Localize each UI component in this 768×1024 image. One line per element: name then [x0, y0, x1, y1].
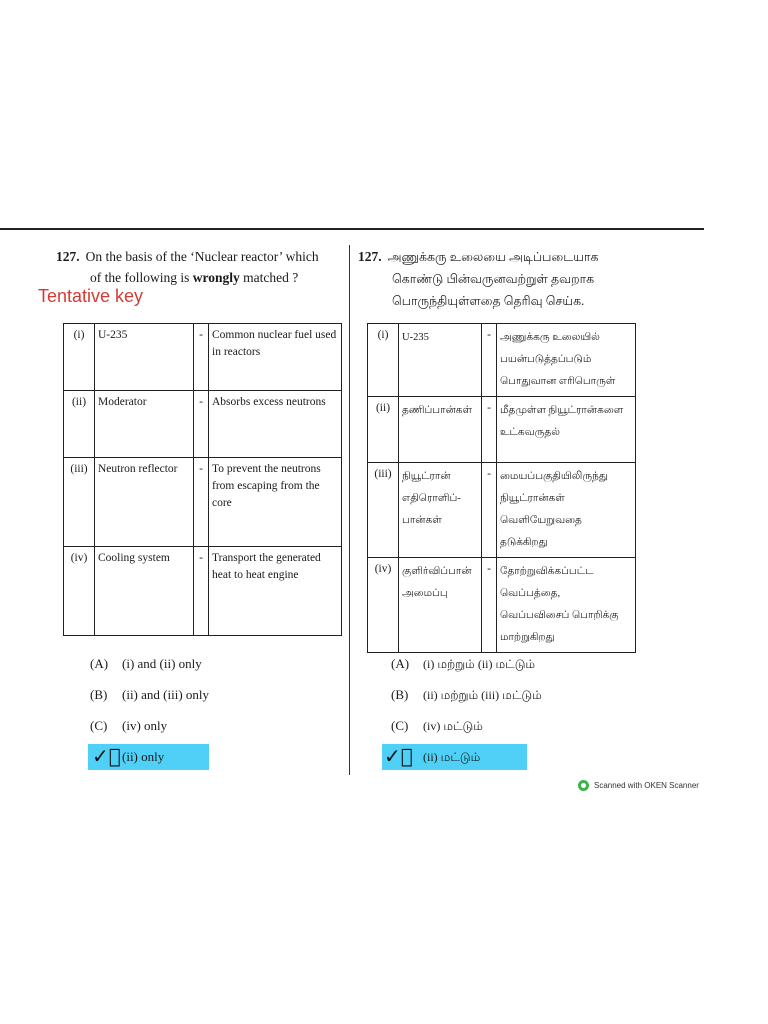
- option-text: (i) மற்றும் (ii) மட்டும்: [423, 657, 536, 671]
- row-numeral: (iv): [368, 558, 399, 653]
- scanner-watermark: [578, 780, 699, 791]
- table-row: [64, 458, 342, 547]
- option-label: (A): [90, 656, 109, 671]
- checkmark-icon: ✓⃝: [92, 744, 121, 768]
- row-numeral: (i): [368, 324, 399, 397]
- question-english: [56, 246, 346, 288]
- row-dash: -: [482, 324, 497, 397]
- row-description: Transport the generated heat to heat engine: [209, 547, 342, 636]
- row-term: Cooling system: [95, 547, 194, 636]
- match-table-english: [63, 323, 342, 636]
- row-dash: -: [194, 324, 209, 391]
- row-description: Absorbs excess neutrons: [209, 391, 342, 458]
- option-text: (iv) only: [122, 718, 168, 733]
- row-term: Moderator: [95, 391, 194, 458]
- table-row: [368, 397, 636, 463]
- row-term: தணிப்பான்கள்: [399, 397, 482, 463]
- row-term: Neutron reflector: [95, 458, 194, 547]
- question-line-1: On the basis of the ‘Nuclear reactor’ which: [85, 249, 319, 264]
- row-dash: -: [482, 463, 497, 558]
- tentative-key-label: Tentative key: [38, 286, 144, 306]
- table-row: [64, 391, 342, 458]
- match-table-tamil: [367, 323, 636, 653]
- option-label: (B): [90, 687, 108, 702]
- table-row: [368, 463, 636, 558]
- question-tamil: [358, 246, 648, 312]
- question-number: 127.: [56, 249, 80, 264]
- row-term: U-235: [399, 324, 482, 397]
- row-dash: -: [194, 547, 209, 636]
- row-numeral: (ii): [64, 391, 95, 458]
- row-description: தோற்றுவிக்கப்பட்ட வெப்பத்தை, வெப்பவிசைப் பொறிக்கு மாற்றுகிறது: [497, 558, 636, 653]
- question-line-2: [56, 270, 298, 285]
- row-description: மீதமுள்ள நியூட்ரான்களை உட்கவருதல்: [497, 397, 636, 463]
- option-text: (ii) and (iii) only: [122, 687, 210, 702]
- option-c-tamil[interactable]: [391, 718, 483, 735]
- option-label: (C): [391, 718, 409, 733]
- row-description: Common nuclear fuel used in reactors: [209, 324, 342, 391]
- option-b[interactable]: [90, 687, 209, 703]
- row-description: அணுக்கரு உலையில் பயன்படுத்தப்படும் பொதுவான எரிபொருள்: [497, 324, 636, 397]
- scanner-text: Scanned with OKEN Scanner: [594, 781, 699, 790]
- column-divider: [349, 245, 350, 775]
- option-text: (ii) மட்டும்: [423, 750, 481, 764]
- option-text: (iv) மட்டும்: [423, 719, 483, 733]
- scanner-logo-icon: [578, 780, 589, 791]
- tamil-line-1: அணுக்கரு உலையை அடிப்படையாக: [387, 250, 599, 264]
- row-dash: -: [482, 558, 497, 653]
- row-term: நியூட்ரான் எதிரொளிப்- பான்கள்: [399, 463, 482, 558]
- row-numeral: (iii): [368, 463, 399, 558]
- row-numeral: (ii): [368, 397, 399, 463]
- row-numeral: (i): [64, 324, 95, 391]
- row-numeral: (iii): [64, 458, 95, 547]
- option-text: (i) and (ii) only: [122, 656, 202, 671]
- option-label: (C): [90, 718, 108, 733]
- question-bold-word: wrongly: [192, 270, 240, 285]
- table-row: [64, 547, 342, 636]
- row-description: To prevent the neutrons from escaping from the core: [209, 458, 342, 547]
- option-text: (ii) only: [122, 749, 165, 764]
- row-numeral: (iv): [64, 547, 95, 636]
- option-c[interactable]: [90, 718, 167, 734]
- question-number-tamil: 127.: [358, 249, 382, 264]
- question-line-2-post: matched ?: [239, 270, 299, 285]
- table-row: [368, 558, 636, 653]
- table-row: [368, 324, 636, 397]
- checkmark-icon: ✓⃝: [384, 744, 413, 768]
- option-a[interactable]: [90, 656, 202, 672]
- option-b-tamil[interactable]: [391, 687, 542, 704]
- tamil-line-3: பொருந்தியுள்ளதை தெரிவு செய்க.: [392, 294, 585, 308]
- row-term: U-235: [95, 324, 194, 391]
- row-dash: -: [194, 391, 209, 458]
- option-label: (A): [391, 656, 410, 671]
- row-term: குளிர்விப்பான் அமைப்பு: [399, 558, 482, 653]
- tamil-line-2: கொண்டு பின்வருனவற்றுள் தவறாக: [392, 272, 595, 286]
- top-rule: [0, 228, 704, 230]
- row-dash: -: [482, 397, 497, 463]
- option-label: (B): [391, 687, 409, 702]
- row-description: மையப்பகுதியிலிருந்து நியூட்ரான்கள் வெளியேறுவதை தடுக்கிறது: [497, 463, 636, 558]
- table-row: [64, 324, 342, 391]
- row-dash: -: [194, 458, 209, 547]
- option-a-tamil[interactable]: [391, 656, 535, 673]
- option-text: (ii) மற்றும் (iii) மட்டும்: [423, 688, 542, 702]
- question-line-2-pre: of the following is: [90, 270, 193, 285]
